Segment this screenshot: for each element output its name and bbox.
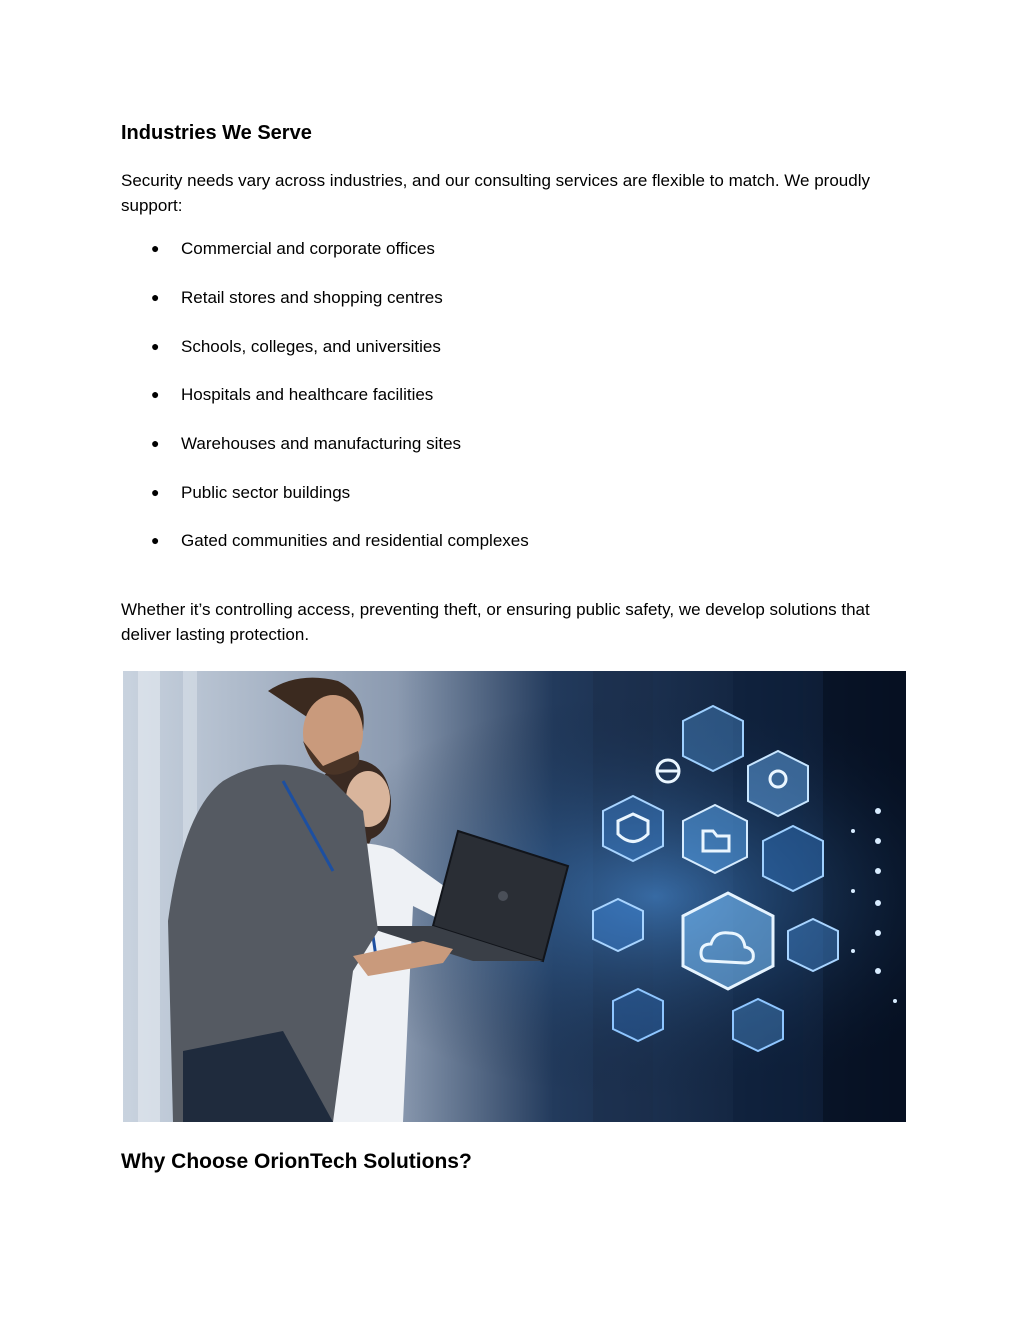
list-item-label: Schools, colleges, and universities <box>181 337 441 356</box>
bullet-icon: ● <box>151 532 160 548</box>
server-room-photo <box>123 671 906 1122</box>
list-item-label: Gated communities and residential complexes <box>181 531 529 550</box>
bullet-icon: ● <box>151 338 160 354</box>
bullet-icon: ● <box>151 289 160 305</box>
why-choose-heading: Why Choose OrionTech Solutions? <box>121 1150 472 1173</box>
list-item-label: Commercial and corporate offices <box>181 239 435 258</box>
industries-intro: Security needs vary across industries, and our consulting services are flexible to match. We proudly support: <box>121 171 870 215</box>
bullet-icon: ● <box>151 435 160 451</box>
bullet-icon: ● <box>151 484 160 500</box>
industries-closing: Whether it’s controlling access, preventing theft, or ensuring public safety, we develop solutions that deliver lasting protection. <box>121 600 870 644</box>
bullet-icon: ● <box>151 386 160 402</box>
industries-heading: Industries We Serve <box>121 122 312 144</box>
photo-illustration <box>123 671 906 1122</box>
list-item-label: Retail stores and shopping centres <box>181 288 443 307</box>
bullet-icon: ● <box>151 240 160 256</box>
list-item-label: Warehouses and manufacturing sites <box>181 434 462 453</box>
list-item-label: Public sector buildings <box>181 483 351 502</box>
list-item-label: Hospitals and healthcare facilities <box>181 385 434 404</box>
